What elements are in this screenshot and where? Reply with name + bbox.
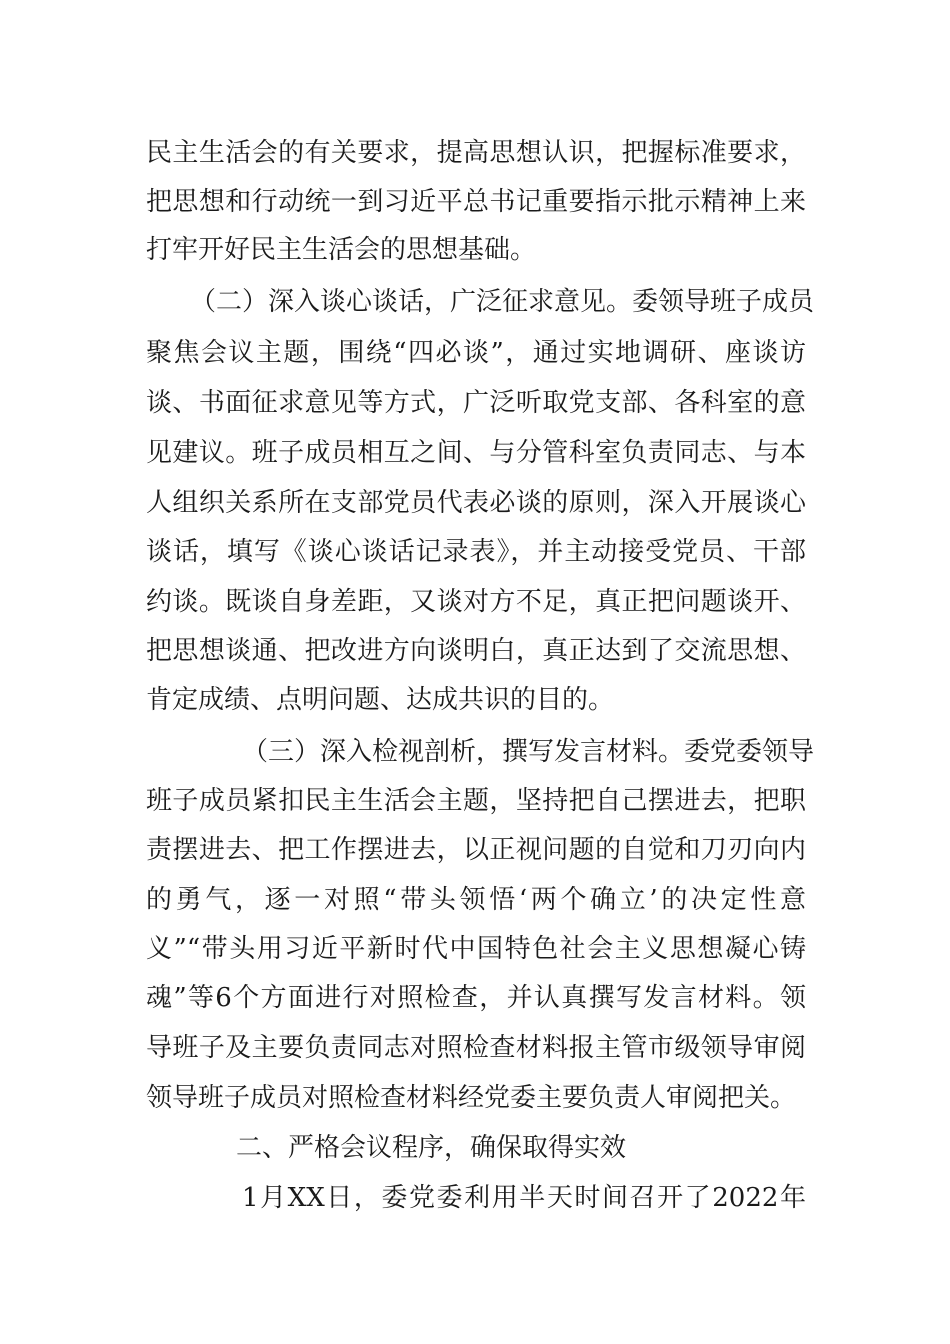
- body-text-line: 打牢开好民主生活会的思想基础。: [146, 235, 537, 265]
- body-text-line: 谈、书面征求意见等方式，广泛听取党支部、各科室的意: [146, 388, 806, 418]
- body-text-line: （二）深入谈心谈话，广泛征求意见。委领导班子成员: [190, 287, 815, 317]
- body-text-line: 领导班子成员对照检查材料经党委主要负责人审阅把关。: [146, 1083, 797, 1113]
- body-text-line: 义”“带头用习近平新时代中国特色社会主义思想凝心铸: [146, 934, 806, 964]
- body-text-line: （三）深入检视剖析，撰写发言材料。委党委领导: [242, 737, 815, 767]
- body-text-line: 的勇气，逐一对照“带头领悟‘两个确立’的决定性意: [146, 885, 806, 915]
- body-text-line: 班子成员紧扣民主生活会主题，坚持把自己摆进去，把职: [146, 786, 806, 816]
- body-text-line: 民主生活会的有关要求，提高思想认识，把握标准要求，: [146, 138, 806, 168]
- body-text-line: 1月XX日，委党委利用半天时间召开了2022年: [242, 1183, 806, 1213]
- body-text-line: 导班子及主要负责同志对照检查材料报主管市级领导审阅: [146, 1033, 806, 1063]
- body-text-line: 魂”等6个方面进行对照检查，并认真撰写发言材料。领: [146, 983, 806, 1013]
- body-text-line: 约谈。既谈自身差距，又谈对方不足，真正把问题谈开、: [146, 587, 806, 617]
- body-text-line: 把思想谈通、把改进方向谈明白，真正达到了交流思想、: [146, 636, 806, 666]
- body-text-line: 聚焦会议主题，围绕“四必谈”，通过实地调研、座谈访: [146, 338, 806, 368]
- body-text-line: 人组织关系所在支部党员代表必谈的原则，深入开展谈心: [146, 488, 806, 518]
- section-heading: 二、严格会议程序，确保取得实效: [236, 1133, 627, 1163]
- body-text-line: 谈话，填写《谈心谈话记录表》，并主动接受党员、干部: [146, 537, 806, 567]
- body-text-line: 肯定成绩、点明问题、达成共识的目的。: [146, 685, 615, 715]
- body-text-line: 把思想和行动统一到习近平总书记重要指示批示精神上来: [146, 187, 806, 217]
- body-text-line: 责摆进去、把工作摆进去，以正视问题的自觉和刀刃向内: [146, 835, 806, 865]
- body-text-line: 见建议。班子成员相互之间、与分管科室负责同志、与本: [146, 438, 806, 468]
